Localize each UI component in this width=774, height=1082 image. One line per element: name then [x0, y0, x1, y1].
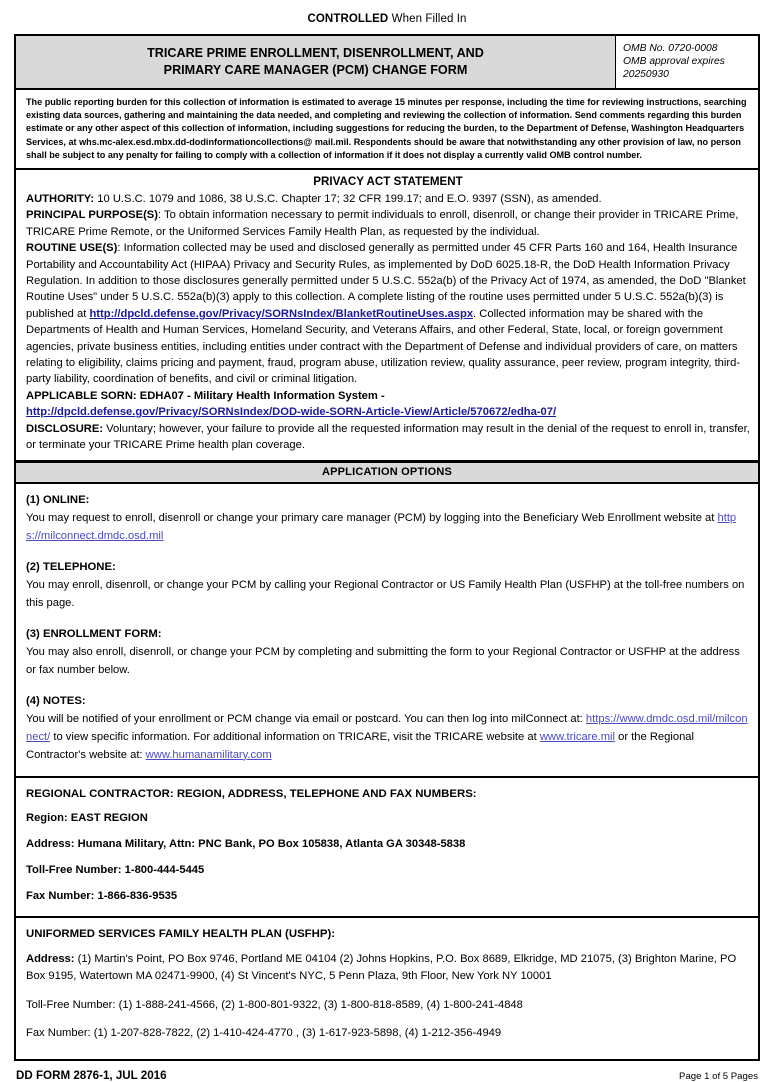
- blanket-routine-uses-link[interactable]: http://dpcld.defense.gov/Privacy/SORNsIndex/BlanketRoutineUses.aspx: [89, 307, 474, 320]
- regional-contractor-section: [16, 778, 758, 918]
- option-enrollment-form: [26, 625, 750, 679]
- option-notes-heading: (4) NOTES:: [26, 694, 86, 707]
- privacy-disclosure: [26, 421, 750, 454]
- privacy-sorn-link-line: [26, 404, 750, 420]
- privacy-routine-label: ROUTINE USE(S): [26, 242, 118, 255]
- privacy-authority: [26, 191, 750, 207]
- applicable-sorn-label: APPLICABLE SORN: EDHA07 - Military Health Information System -: [26, 389, 385, 402]
- controlled-banner: [14, 0, 760, 34]
- milconnect-link[interactable]: https://milconnect.dmdc.osd.mil: [26, 511, 737, 542]
- privacy-authority-label: AUTHORITY:: [26, 193, 95, 206]
- privacy-routine-text-2: . Collected information may be shared with the Departments of Health and Human Services, Homeland Security, and Veterans Affairs, and other Federal, State, local, or foreign government agencies, private business entities, including entities under contract with the Department of Defense and individual providers of care, on matters relating to eligibility, claims pricing and payment, fraud, program abuse, utilization review, quality assurance, peer review, program integrity, third-party liability, coordination of benefits, and civil or criminal litigation.: [26, 307, 741, 386]
- usfhp-title: UNIFORMED SERVICES FAMILY HEALTH PLAN (USFHP):: [26, 927, 336, 940]
- privacy-routine-text-1: : Information collected may be used and disclosed generally as permitted under 45 CFR Parts 160 and 164, Health Insurance Portability and Accountability Act (HIPAA) Privacy and Security Rules, as implemented by DoD 6025.18-R, the DoD Health Information Privacy Regulation. In addition to those disclosures generally permitted under 5 U.S.C. 552a(b) of the Privacy Act of 1974, as amended, the DoD "Blanket Routine Uses" under 5 U.S.C. 552a(b)(3) apply to this collection. A complete listing of the routine uses permitted under 5 U.S.C. 552a(b)(3) is published at: [26, 242, 746, 320]
- option-notes: [26, 692, 750, 764]
- page-title: [16, 36, 615, 88]
- application-options-section: [16, 484, 758, 778]
- form-footer: [14, 1061, 760, 1082]
- privacy-authority-text: 10 U.S.C. 1079 and 1086, 38 U.S.C. Chapter 17; 32 CFR 199.17; and E.O. 9397 (SSN), as amended.: [94, 193, 602, 206]
- tricare-website-link[interactable]: www.tricare.mil: [539, 730, 616, 743]
- regional-contractor-region: Region: EAST REGION: [26, 811, 148, 824]
- option-telephone-body: You may enroll, disenroll, or change your PCM by calling your Regional Contractor or US Family Health Plan (USFHP) at the toll-free numbers on this page.: [26, 578, 745, 609]
- regional-contractor-title: REGIONAL CONTRACTOR: REGION, ADDRESS, TELEPHONE AND FAX NUMBERS:: [26, 787, 477, 800]
- notes-text-2: to view specific information. For additional information on TRICARE, visit the TRICARE website at: [50, 730, 540, 743]
- omb-approval-label: OMB approval expires: [623, 56, 725, 68]
- usfhp-fax: Fax Number: (1) 1-207-828-7822, (2) 1-410-424-4770 , (3) 1-617-923-5898, (4) 1-212-356-4949: [26, 1027, 502, 1040]
- privacy-principal-purpose: [26, 207, 750, 240]
- dmdc-milconnect-link[interactable]: https://www.dmdc.osd.mil/milconnect/: [26, 712, 748, 743]
- regional-contractor-fax: Fax Number: 1-866-836-9535: [26, 889, 178, 902]
- controlled-label: CONTROLLED: [307, 13, 389, 25]
- usfhp-address-text: (1) Martin's Point, PO Box 9746, Portland ME 04104 (2) Johns Hopkins, P.O. Box 8689, Elkridge, MD 21075, (3) Brighton Marine, PO Box 9195, Watertown MA 02471-9900, (4) St Vincent's NYC, 5 Penn Plaza, 9th Floor, New York NY 10001: [26, 952, 737, 983]
- option-online: [26, 491, 750, 545]
- option-notes-body: [26, 710, 750, 764]
- option-online-heading: (1) ONLINE:: [26, 493, 90, 506]
- form-frame: [14, 34, 760, 1061]
- privacy-applicable-sorn: [26, 388, 750, 404]
- public-burden-statement: The public reporting burden for this collection of information is estimated to average 15 minutes per response, including the time for reviewing instructions, searching existing data sources, gathering and maintaining the data needed, and completing and reviewing the collection of information. Send comments regarding this burden estimate or any other aspect of this collection of information, including suggestions for reducing the burden, to the Department of Defense, Washington Headquarters Services, at whs.mc-alex.esd.mbx.dd-dodinformationcollections@ mail.mil. Respondents should be aware that notwithstanding any other provision of law, no person shall be subject to any penalty for failing to comply with a collection of information if it does not display a currently valid OMB control number.: [16, 90, 758, 170]
- form-title-line-2: PRIMARY CARE MANAGER (PCM) CHANGE FORM: [163, 63, 468, 77]
- omb-info-box: [615, 36, 758, 88]
- privacy-disclosure-label: DISCLOSURE:: [26, 422, 104, 435]
- privacy-disclosure-text: Voluntary; however, your failure to provide all the requested information may result in the denial of the request to enroll in, transfer, or terminate your TRICARE Prime health plan coverage.: [26, 422, 750, 452]
- usfhp-address-label: Address:: [26, 952, 75, 965]
- option-telephone: [26, 558, 750, 612]
- privacy-routine-uses: [26, 240, 750, 388]
- regional-contractor-address: Address: Humana Military, Attn: PNC Bank, PO Box 105838, Atlanta GA 30348-5838: [26, 837, 466, 850]
- page-number: Page 1 of 5 Pages: [679, 1070, 758, 1082]
- privacy-purpose-label: PRINCIPAL PURPOSE(S): [26, 209, 158, 222]
- sorn-article-link[interactable]: http://dpcld.defense.gov/Privacy/SORNsIndex/DOD-wide-SORN-Article-View/Article/570672/edha-07/: [26, 406, 557, 419]
- form-identifier: DD FORM 2876-1, JUL 2016: [16, 1068, 167, 1082]
- privacy-purpose-text: : To obtain information necessary to permit individuals to enroll, disenroll, or change their provider in TRICARE Prime, TRICARE Prime Remote, or the Uniformed Services Family Health Plan, as requested by the individual.: [26, 209, 739, 238]
- notes-text-3: or the Regional Contractor's website at:: [26, 730, 695, 761]
- usfhp-toll-free: Toll-Free Number: (1) 1-888-241-4566, (2) 1-800-801-9322, (3) 1-800-818-8589, (4) 1-800-241-4848: [26, 998, 523, 1011]
- option-telephone-heading: (2) TELEPHONE:: [26, 560, 116, 573]
- regional-contractor-toll-free: Toll-Free Number: 1-800-444-5445: [26, 863, 205, 876]
- controlled-suffix: When Filled In: [388, 13, 467, 25]
- form-title-row: [16, 36, 758, 90]
- usfhp-address: [26, 951, 750, 997]
- omb-expiration-date: 20250930: [623, 69, 669, 81]
- notes-text-1: You will be notified of your enrollment or PCM change via email or postcard. You can then log into milConnect at:: [26, 712, 586, 725]
- option-enrollment-form-body: You may also enroll, disenroll, or change your PCM by completing and submitting the form to your Regional Contractor or USFHP at the address or fax number below.: [26, 645, 740, 676]
- option-online-text: You may request to enroll, disenroll or change your primary care manager (PCM) by logging into the Beneficiary Web Enrollment website at: [26, 511, 718, 524]
- option-online-body: [26, 509, 750, 545]
- omb-number: OMB No. 0720-0008: [623, 43, 718, 54]
- privacy-act-section: [16, 170, 758, 462]
- form-title-line-1: TRICARE PRIME ENROLLMENT, DISENROLLMENT, AND: [147, 46, 484, 60]
- application-options-bar: APPLICATION OPTIONS: [16, 462, 758, 484]
- privacy-act-title: PRIVACY ACT STATEMENT: [313, 175, 463, 189]
- option-enrollment-form-heading: (3) ENROLLMENT FORM:: [26, 627, 162, 640]
- usfhp-section: [16, 918, 758, 1059]
- humana-military-link[interactable]: www.humanamilitary.com: [145, 748, 272, 761]
